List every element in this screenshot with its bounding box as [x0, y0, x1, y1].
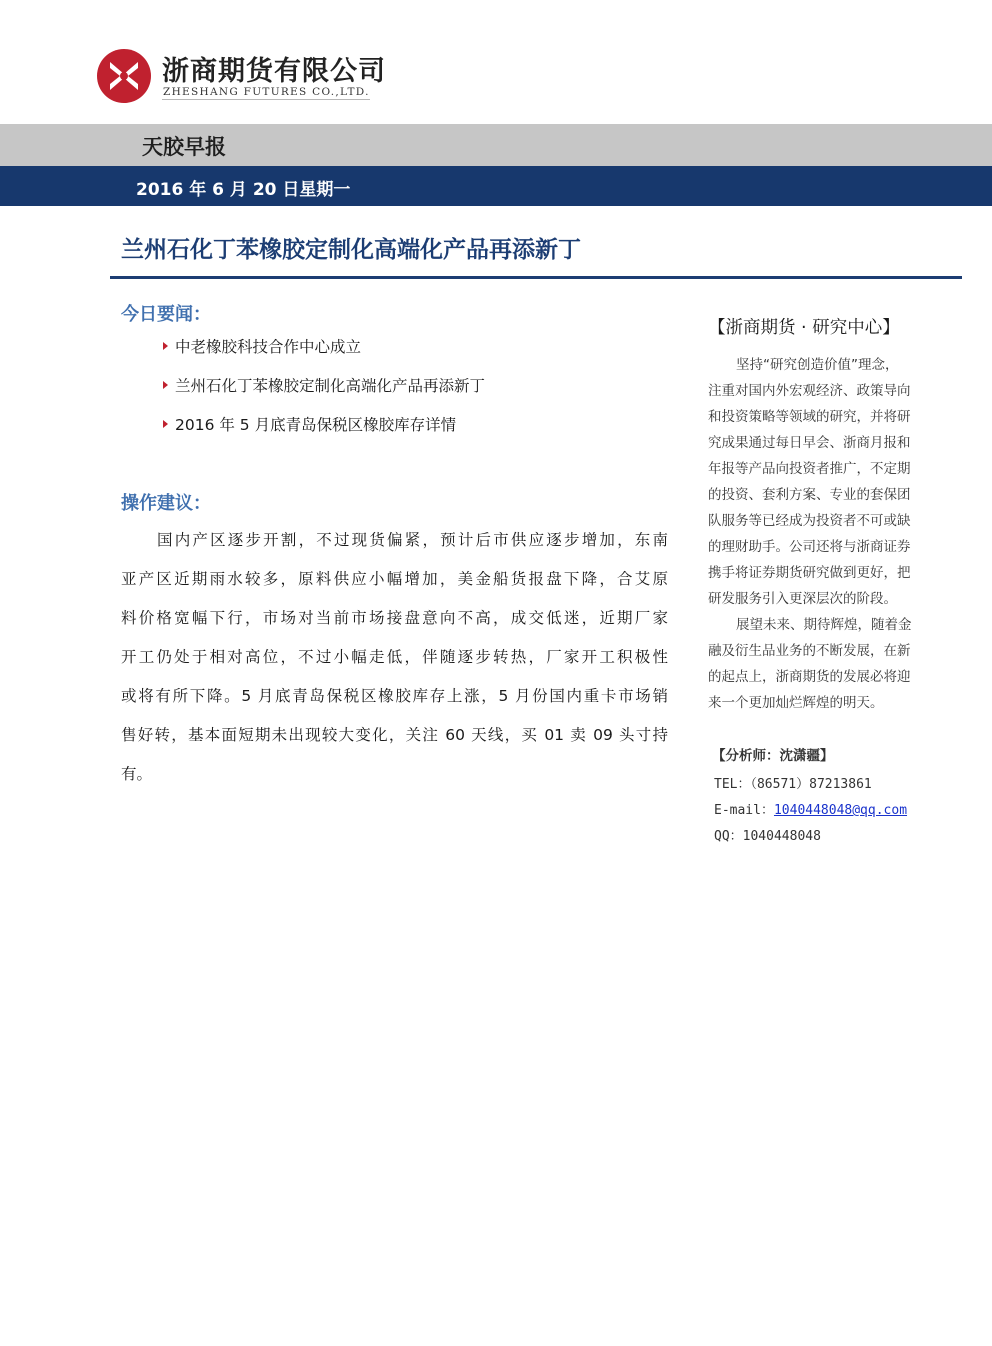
report-type: 天胶早报	[142, 135, 226, 159]
headline-divider	[110, 276, 962, 279]
email-link[interactable]: 1040448048@qq.com	[773, 803, 908, 818]
news-item-text: 中老橡胶科技合作中心成立	[175, 338, 362, 356]
advice-line: 开工仍处于相对高位，不过小幅走低，伴随逐步转热，厂家开工积极性	[121, 648, 668, 666]
advice-line: 亚产区近期雨水较多，原料供应小幅增加，美金船货报盘下降，合艾原	[121, 570, 668, 588]
intro-line: 融及衍生品业务的不断发展，在新	[708, 643, 911, 659]
intro-line: 研发服务引入更深层次的阶段。	[708, 591, 897, 607]
intro-line: 注重对国内外宏观经济、政策导向	[708, 383, 911, 399]
intro-line: 展望未来、期待辉煌，随着金	[736, 617, 912, 633]
intro-line: 的理财助手。公司还将与浙商证券	[708, 539, 911, 555]
analyst-qq: QQ：1040448048	[714, 829, 821, 844]
analyst-email-row	[714, 799, 907, 818]
headline: 兰州石化丁苯橡胶定制化高端化产品再添新丁	[121, 237, 581, 263]
email-label: E-mail：	[714, 803, 774, 818]
advice-line: 国内产区逐步开割，不过现货偏紧，预计后市供应逐步增加，东南	[157, 531, 668, 549]
news-item	[163, 374, 485, 396]
analyst-tel: TEL：（86571）87213861	[714, 777, 872, 792]
intro-line: 携手将证券期货研究做到更好，把	[708, 565, 911, 581]
news-item	[163, 335, 361, 357]
intro-line: 队服务等已经成为投资者不可或缺	[708, 513, 911, 529]
company-name-cn: 浙商期货有限公司	[162, 56, 386, 87]
intro-line: 坚持“研究创造价值”理念，	[736, 357, 899, 373]
advice-line: 或将有所下降。5 月底青岛保税区橡胶库存上涨，5 月份国内重卡市场销	[121, 687, 668, 705]
advice-section-title: 操作建议：	[121, 493, 211, 514]
advice-line: 料价格宽幅下行，市场对当前市场接盘意向不高，成交低迷，近期厂家	[121, 609, 668, 627]
advice-line: 有。	[121, 765, 153, 783]
intro-line: 的起点上，浙商期货的发展必将迎	[708, 669, 911, 685]
intro-line: 的投资、套利方案、专业的套保团	[708, 487, 911, 503]
intro-line: 究成果通过每日早会、浙商月报和	[708, 435, 911, 451]
intro-line: 和投资策略等领域的研究，并将研	[708, 409, 911, 425]
bullet-icon	[163, 342, 168, 350]
intro-line: 来一个更加灿烂辉煌的明天。	[708, 695, 884, 711]
research-center-intro	[708, 352, 938, 716]
logo-divider	[162, 99, 370, 100]
news-item-text: 兰州石化丁苯橡胶定制化高端化产品再添新丁	[175, 377, 486, 395]
intro-line: 年报等产品向投资者推广，不定期	[708, 461, 911, 477]
company-name-en: ZHESHANG FUTURES CO.,LTD.	[163, 86, 370, 98]
news-section-title: 今日要闻：	[121, 304, 211, 325]
analyst-title: 【分析师：沈潇疆】	[712, 748, 834, 764]
news-item	[163, 413, 456, 435]
research-center-title: 【浙商期货 · 研究中心】	[708, 318, 900, 338]
advice-line: 售好转，基本面短期未出现较大变化，关注 60 天线，买 01 卖 09 头寸持	[121, 726, 668, 744]
news-item-text: 2016 年 5 月底青岛保税区橡胶库存详情	[175, 416, 457, 434]
advice-paragraph	[121, 521, 668, 794]
bullet-icon	[163, 381, 168, 389]
report-date: 2016 年 6 月 20 日星期一	[136, 180, 351, 200]
zheshang-logo-icon	[96, 48, 152, 104]
bullet-icon	[163, 420, 168, 428]
